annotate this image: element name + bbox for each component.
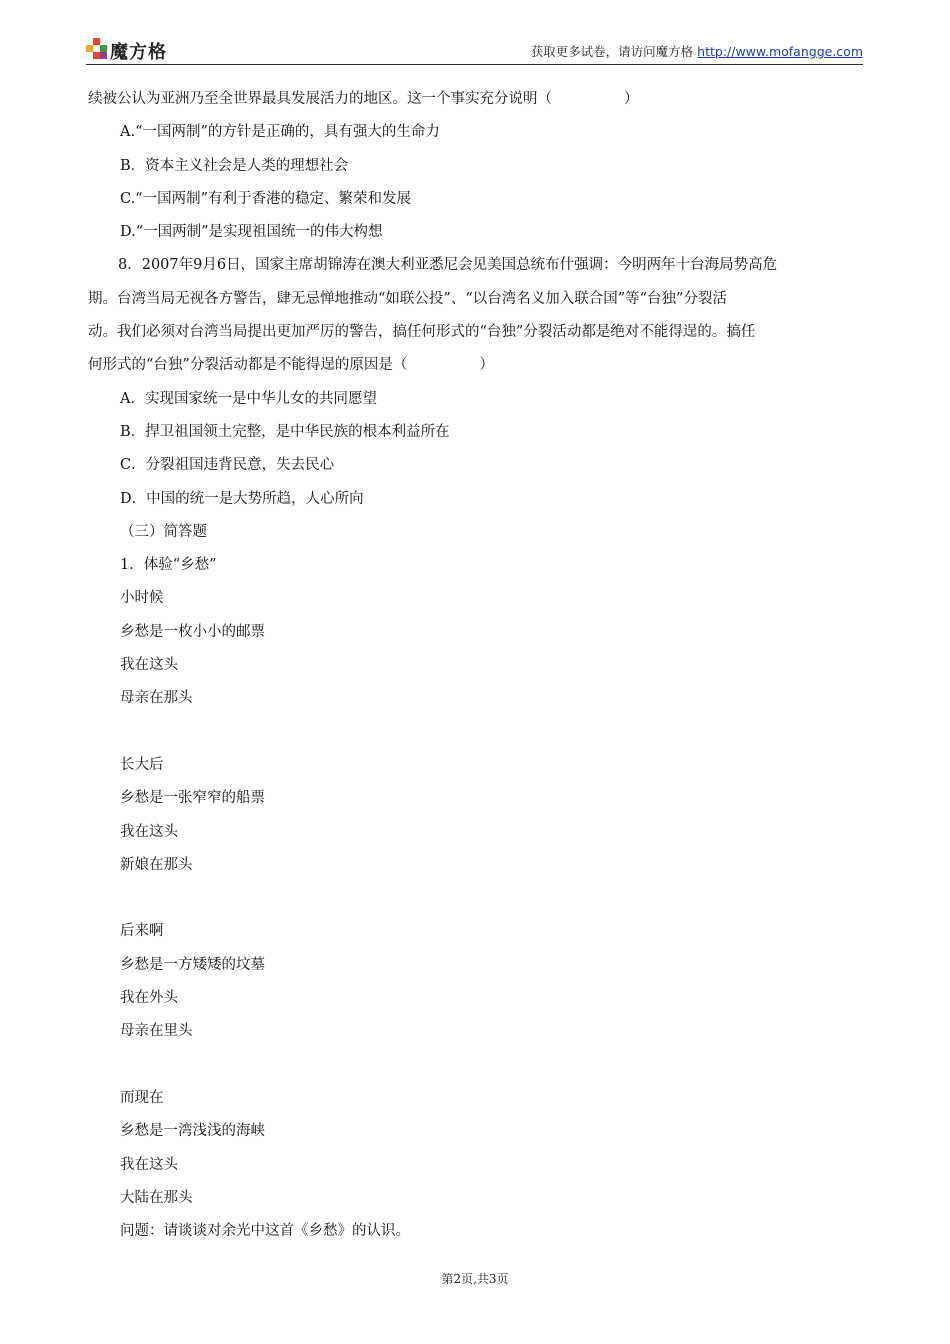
q7-stem [88,83,864,116]
q8-stem-line-4 [88,349,864,382]
q8-stem-line-1: 8．2007年9月6日，国家主席胡锦涛在澳大利亚悉尼会见美国总统布什强调：今明两年十台海局势高危 [118,257,778,274]
stanza-gap [88,882,864,915]
poem-line: 我在外头 [120,990,178,1007]
page-footer: 第2页,共3页 [441,1272,509,1286]
poem-line: 新娘在那头 [120,856,193,873]
q7-option-c: C.“一国两制”有利于香港的稳定、繁荣和发展 [120,190,412,207]
poem-line: 乡愁是一方矮矮的坟墓 [120,956,265,973]
poem-line: 我在这头 [120,823,178,840]
q8-option-c: C．分裂祖国违背民意，失去民心 [120,457,335,474]
q8-option-b: B．捍卫祖国领土完整，是中华民族的根本利益所在 [120,423,450,440]
page-header [86,36,863,65]
q7-paren-close: ） [624,91,639,107]
tagline-text: 获取更多试卷，请访问魔方格 [530,44,694,59]
stanza-gap [88,716,864,749]
q8-stem-line-3: 动。我们必须对台湾当局提出更加严厉的警告，搞任何形式的“台独”分裂活动都是绝对不能得逞的。搞任 [88,324,756,341]
q8-stem-line-2: 期。台湾当局无视各方警告，肆无忌惮地推动“如联公投”、“以台湾名义加入联合国”等“台独”分裂活 [88,290,727,307]
q1-question: 问题：请谈谈对余光中这首《乡愁》的认识。 [120,1223,410,1240]
poem-line: 小时候 [120,590,164,607]
q7-stem-text: 续被公认为亚洲乃至全世界最具发展活力的地区。这一个事实充分说明（ [88,91,552,107]
stanza-gap [88,1049,864,1082]
q8-option-a: A．实现国家统一是中华儿女的共同愿望 [120,390,377,407]
section-heading: （三）简答题 [120,523,207,540]
site-link[interactable]: http://www.mofangge.com [697,44,863,59]
poem-line: 我在这头 [120,1156,178,1173]
poem-line: 后来啊 [120,923,164,940]
q1-title: 1．体验“乡愁” [120,557,217,574]
poem-line: 长大后 [120,756,164,773]
poem-line: 乡愁是一湾浅浅的海峡 [120,1123,265,1140]
header-tagline [531,42,863,60]
poem-line: 我在这头 [120,657,178,674]
q8-paren-close: ） [479,357,494,374]
q7-option-a: A.“一国两制”的方针是正确的，具有强大的生命力 [120,124,440,141]
poem-line: 乡愁是一张窄窄的船票 [120,790,265,807]
poem-line: 乡愁是一枚小小的邮票 [120,623,265,640]
logo-text: 魔方格 [110,42,167,63]
poem-line: 母亲在那头 [120,690,193,707]
page-content [88,83,864,1248]
q8-option-d: D．中国的统一是大势所趋，人心所向 [120,490,364,507]
logo-grid-icon [86,38,108,60]
q8-stem-line-4-text: 何形式的“台独”分裂活动都是不能得逞的原因是（ [88,357,408,374]
q7-option-b: B．资本主义社会是人类的理想社会 [120,157,349,174]
q7-option-d: D.“一国两制”是实现祖国统一的伟大构想 [120,224,383,241]
poem-line: 而现在 [120,1089,164,1106]
poem-line: 母亲在里头 [120,1023,193,1040]
poem-line: 大陆在那头 [120,1189,193,1206]
